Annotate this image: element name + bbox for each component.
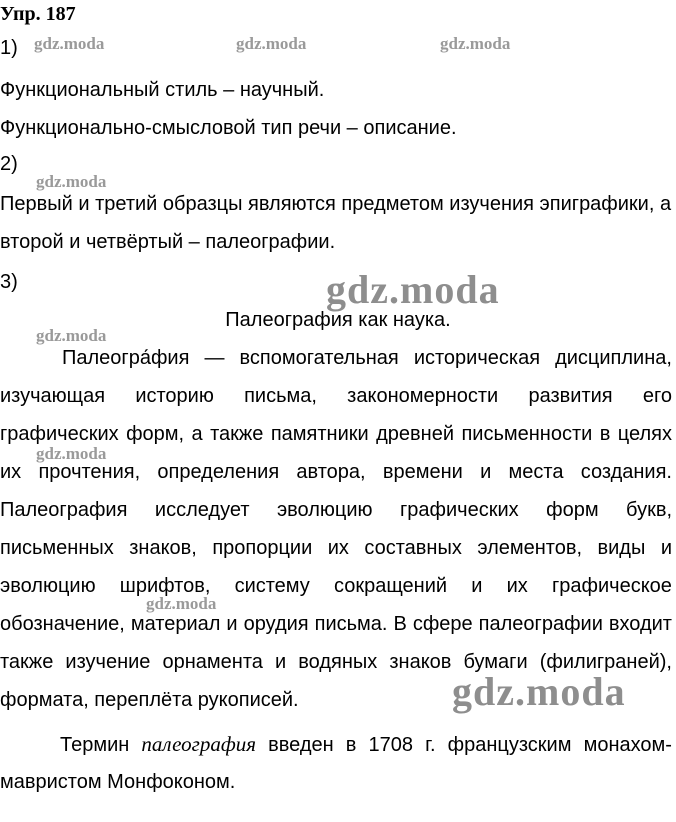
word: эволюцию: [0, 575, 96, 597]
word: а: [191, 423, 203, 445]
word: памятники: [270, 423, 369, 445]
functional-style-line: Функциональный стиль – научный.: [0, 79, 325, 101]
speech-type-line: Функционально-смысловой тип речи – описание.: [0, 117, 457, 139]
word: в: [345, 734, 357, 756]
word: определения: [157, 461, 280, 483]
word: графических: [0, 423, 119, 445]
watermark-large: gdz.moda: [452, 669, 626, 714]
word: изучающая: [0, 385, 106, 407]
word: их: [506, 575, 528, 597]
para1-line-5: [0, 498, 672, 522]
word: палеографии: [478, 613, 603, 635]
word: Палеогра́фия: [62, 347, 190, 369]
word: входит: [608, 613, 672, 635]
word: знаков: [389, 651, 452, 673]
para1-line-8: [0, 612, 672, 636]
word: их: [327, 537, 349, 559]
watermark-large: gdz.moda: [326, 267, 500, 312]
word: исследует: [154, 499, 250, 521]
para2-line-2: мавристом Монфоконом.: [0, 771, 236, 793]
para2-word-termin: Термин: [60, 734, 130, 756]
word: также: [0, 651, 54, 673]
word: монахом-: [583, 734, 672, 756]
watermark: gdz.moda: [36, 326, 107, 345]
word: французским: [447, 734, 572, 756]
word: —: [204, 347, 225, 369]
word: сокращений: [333, 575, 448, 597]
word: орудия: [243, 613, 309, 635]
word: в: [599, 423, 611, 445]
word: письма.: [314, 613, 388, 635]
word: 1708: [368, 734, 414, 756]
para1-line-10: формата, переплёта рукописей.: [0, 689, 299, 711]
watermark: gdz.moda: [236, 34, 307, 53]
word: букв,: [626, 499, 672, 521]
section-2-line-2: второй и четвёртый – палеографии.: [0, 231, 336, 253]
watermark: gdz.moda: [36, 172, 107, 191]
word: и: [274, 651, 287, 673]
word: форм: [546, 499, 599, 521]
word: пропорции: [212, 537, 313, 559]
word: форм,: [126, 423, 185, 445]
word: прочтения,: [38, 461, 141, 483]
word: автора,: [296, 461, 366, 483]
para2-line-1: [60, 732, 672, 757]
word: виды: [597, 537, 646, 559]
word: шрифтов,: [119, 575, 211, 597]
para2-italic-term: палеография: [141, 732, 257, 756]
word: древней: [376, 423, 455, 445]
word: вспомогательная: [239, 347, 399, 369]
word: сфере: [412, 613, 473, 635]
article-heading: Палеография как наука.: [225, 309, 451, 331]
watermark: gdz.moda: [146, 594, 217, 613]
para1-line-7: [0, 574, 672, 598]
word: и: [471, 575, 483, 597]
para1-line-1: [62, 346, 672, 370]
word: целях: [617, 423, 672, 445]
word: письма,: [244, 385, 317, 407]
word: введен: [268, 734, 334, 756]
word: закономерности: [347, 385, 499, 407]
word: эволюцию: [276, 499, 373, 521]
word: изучение: [65, 651, 151, 673]
word: времени: [382, 461, 463, 483]
word: историческая: [413, 347, 541, 369]
para1-line-6: [0, 536, 672, 560]
word: и: [226, 613, 238, 635]
word: историю: [135, 385, 214, 407]
word: письменности: [461, 423, 593, 445]
word: места: [508, 461, 564, 483]
word: и: [660, 537, 672, 559]
word: дисциплина,: [555, 347, 672, 369]
section-3-marker: 3): [0, 271, 18, 293]
para1-line-3: [0, 422, 672, 446]
word: его: [642, 385, 672, 407]
word: орнамента: [162, 651, 263, 673]
word: графических: [400, 499, 519, 521]
word: обозначение,: [0, 613, 125, 635]
section-2-line-1: Первый и третий образцы являются предметом изучения эпиграфики, а: [0, 193, 672, 215]
para1-line-2: [0, 384, 672, 408]
word: В: [393, 613, 407, 635]
word: бумаги: [463, 651, 528, 673]
word: их: [0, 461, 22, 483]
section-1-marker: 1): [0, 37, 18, 59]
word: письменных: [0, 537, 114, 559]
word: графическое: [551, 575, 672, 597]
word: знаков,: [129, 537, 197, 559]
watermark: gdz.moda: [34, 34, 105, 53]
word: г.: [425, 734, 436, 756]
watermark: gdz.moda: [36, 444, 107, 463]
word: развития: [528, 385, 613, 407]
word: и: [480, 461, 492, 483]
watermark: gdz.moda: [440, 34, 511, 53]
word: составных: [364, 537, 462, 559]
word: водяных: [298, 651, 378, 673]
word: материал: [130, 613, 221, 635]
word: создания.: [580, 461, 672, 483]
word: элементов,: [477, 537, 583, 559]
word: также: [210, 423, 264, 445]
word: Палеография: [0, 499, 128, 521]
section-2-marker: 2): [0, 153, 18, 175]
word: систему: [234, 575, 310, 597]
word: (филиграней),: [539, 651, 672, 673]
exercise-title: Упр. 187: [0, 3, 76, 25]
